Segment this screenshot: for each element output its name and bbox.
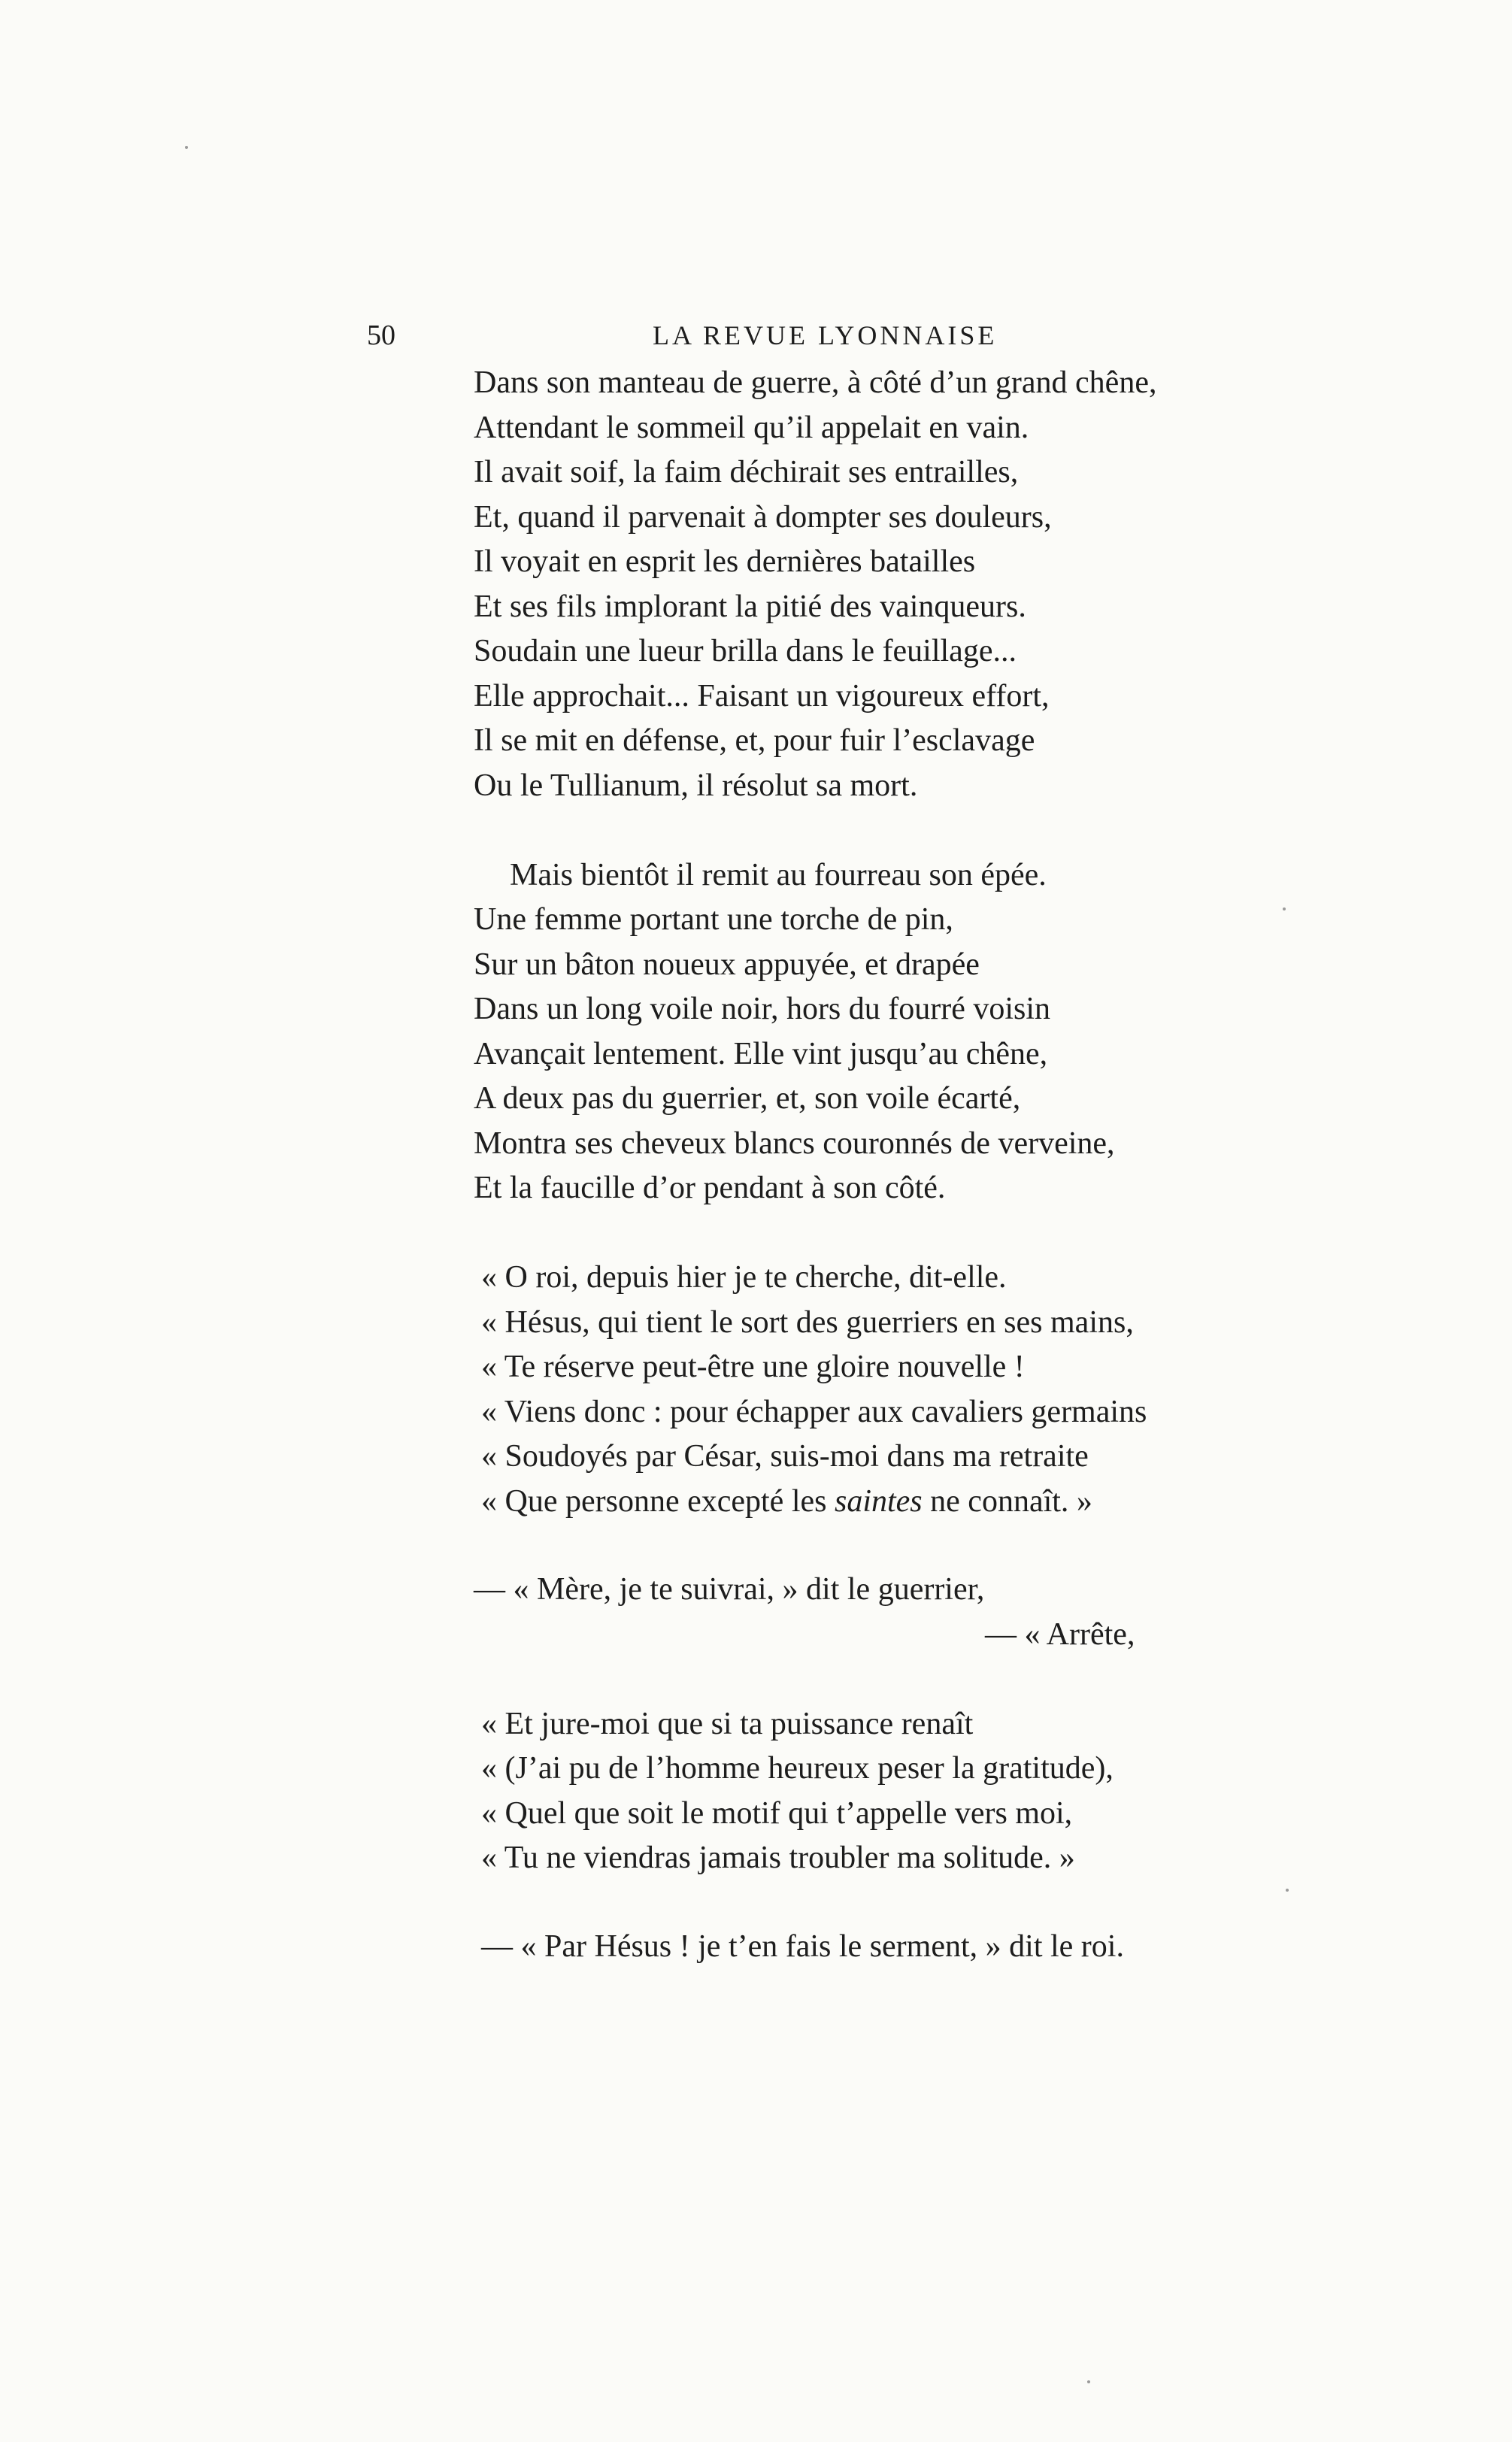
stanza-gap xyxy=(474,1211,1301,1256)
verse-line: Il voyait en esprit les dernières batailles xyxy=(474,544,976,579)
verse-line-end: ne connaît. » xyxy=(922,1483,1092,1519)
verse-line: « Quel que soit le motif qui t’appelle vers moi, xyxy=(481,1795,1073,1831)
verse-line: Dans son manteau de guerre, à côté d’un grand chêne, xyxy=(474,365,1157,400)
verse-line: Mais bientôt il remit au fourreau son épée. xyxy=(510,857,1047,892)
stanza-gap xyxy=(474,1524,1301,1568)
verse-line: « Hésus, qui tient le sort des guerriers en ses mains, xyxy=(481,1304,1134,1340)
verse-line: Sur un bâton noueux appuyée, et drapée xyxy=(474,947,980,982)
stanza-1 xyxy=(474,361,1301,808)
stanza-gap xyxy=(474,1881,1301,1925)
verse-line: A deux pas du guerrier, et, son voile écarté, xyxy=(474,1081,1021,1116)
paper-speck xyxy=(1087,2380,1090,2383)
verse-line: Et la faucille d’or pendant à son côté. xyxy=(474,1171,946,1205)
verse-line: — « Par Hésus ! je t’en fais le serment, » dit le roi. xyxy=(481,1928,1124,1964)
verse-line: Il avait soif, la faim déchirait ses entrailles, xyxy=(474,455,1019,489)
verse-line: « O roi, depuis hier je te cherche, dit-elle. xyxy=(481,1260,1007,1295)
verse-line: « Viens donc : pour échapper aux cavaliers germains xyxy=(481,1394,1147,1429)
stanza-3 xyxy=(474,1256,1301,1524)
poem-body xyxy=(474,361,1301,1969)
verse-line-start: « Que personne excepté les xyxy=(481,1483,835,1519)
verse-line: « (J’ai pu de l’homme heureux peser la gratitude), xyxy=(481,1751,1114,1786)
verse-line: Une femme portant une torche de pin, xyxy=(474,902,953,937)
verse-line xyxy=(474,1480,1301,1525)
closing-line-block xyxy=(474,1925,1301,1970)
verse-line: Elle approchait... Faisant un vigoureux effort, xyxy=(474,678,1050,714)
verse-line: Dans un long voile noir, hors du fourré voisin xyxy=(474,992,1051,1026)
verse-line: Ou le Tullianum, il résolut sa mort. xyxy=(474,768,918,803)
italic-word: saintes xyxy=(834,1483,923,1519)
verse-line: Et ses fils implorant la pitié des vainqueurs. xyxy=(474,589,1026,624)
paper-speck xyxy=(185,146,188,149)
stanza-2 xyxy=(474,853,1301,1211)
verse-line: « Soudoyés par César, suis-moi dans ma retraite xyxy=(481,1439,1089,1474)
stanza-gap xyxy=(474,808,1301,853)
verse-line: Soudain une lueur brilla dans le feuillage... xyxy=(474,634,1017,668)
verse-line: « Tu ne viendras jamais troubler ma solitude. » xyxy=(481,1841,1075,1875)
verse-line: « Te réserve peut-être une gloire nouvelle ! xyxy=(481,1350,1025,1384)
dialogue-exchange xyxy=(474,1568,1301,1657)
verse-line: Avançait lentement. Elle vint jusqu’au chêne, xyxy=(474,1036,1048,1071)
stanza-gap xyxy=(474,1657,1301,1702)
verse-line: Montra ses cheveux blancs couronnés de verveine, xyxy=(474,1126,1115,1161)
running-title: LA REVUE LYONNAISE xyxy=(653,320,998,350)
verse-line: Il se mit en défense, et, pour fuir l’esclavage xyxy=(474,723,1035,758)
verse-line: « Et jure-moi que si ta puissance renaît xyxy=(481,1706,974,1741)
verse-line: Et, quand il parvenait à dompter ses douleurs, xyxy=(474,499,1052,535)
verse-line: Attendant le sommeil qu’il appelait en vain. xyxy=(474,410,1029,445)
stanza-5 xyxy=(474,1702,1301,1881)
verse-line: — « Mère, je te suivrai, » dit le guerrier, xyxy=(474,1572,985,1607)
verse-line-continuation: — « Arrête, xyxy=(985,1616,1135,1652)
page-number: 50 xyxy=(367,320,395,351)
